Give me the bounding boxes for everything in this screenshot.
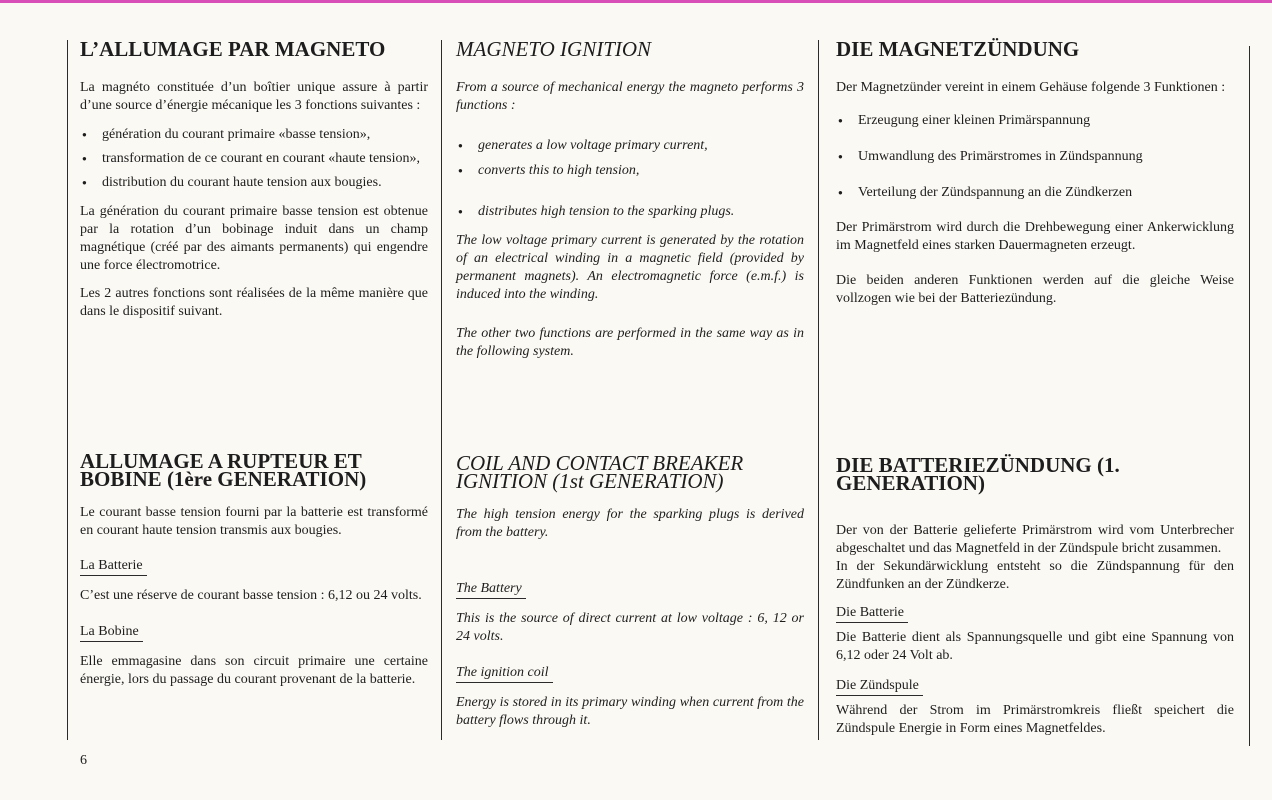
de-magneto-intro: Der Magnetzünder vereint in einem Gehäuse folgende 3 Funktionen : — [836, 80, 1226, 95]
en-coil-section — [456, 451, 804, 730]
list-item: ● Erzeugung einer kleinen Primärspannung — [836, 112, 1234, 130]
en-magneto-p2: The other two functions are performed in the same way as in the following system. — [456, 326, 804, 359]
en-battery-text: This is the source of direct current at low voltage : 6, 12 or 24 volts. — [456, 611, 804, 644]
de-magneto-p1: Der Primärstrom wird durch die Drehbewegung einer Ankerwicklung im Magnetfeld eines starken Dauermagneten erzeugt. — [836, 220, 1234, 253]
list-item: ● Umwandlung des Primärstromes in Zündspannung — [836, 148, 1234, 166]
de-coil-heading: Die Zündspule — [836, 677, 923, 696]
de-coil-text: Während der Strom im Primärstromkreis fließt speichert die Zündspule Energie in Form eines Magnetfeldes. — [836, 703, 1234, 736]
en-magneto-title: MAGNETO IGNITION — [456, 37, 652, 61]
list-item: ● converts this to high tension, — [456, 162, 804, 180]
de-coil-p1b: In der Sekundärwicklung entsteht so die Zündspannung für den Zündfunken an der Zündkerze. — [836, 559, 1234, 592]
de-magneto-title: DIE MAGNETZÜNDUNG — [836, 37, 1080, 61]
list-item: ● distribution du courant haute tension aux bougies. — [80, 174, 428, 192]
en-magneto-p1: The low voltage primary current is generated by the rotation of an electrical winding in a magnetic field (provided by permanent magnets). An electromagnetic force (e.m.f.) is induced into the winding. — [456, 233, 804, 302]
en-coil-text: Energy is stored in its primary winding when current from the battery flows through it. — [456, 695, 804, 728]
fr-coil-text: Elle emmagasine dans son circuit primaire une certaine énergie, lors du passage du courant provenant de la batterie. — [80, 654, 428, 687]
en-coil-title: COIL AND CONTACT BREAKER IGNITION (1st GENERATION) — [456, 451, 744, 493]
de-magneto-bullets — [836, 112, 1234, 202]
de-magneto-p2: Die beiden anderen Funktionen werden auf die gleiche Weise vollzogen wie bei der Batteriezündung. — [836, 273, 1234, 306]
column-rule-right — [1249, 46, 1250, 746]
de-battery-heading: Die Batterie — [836, 604, 908, 623]
fr-magneto-p1: La génération du courant primaire basse tension est obtenue par la rotation d’un bobinage induit dans un champ magnétique (créé par des aimants permanents) qui engendre une force électromotrice. — [80, 204, 428, 273]
en-magneto-bullets — [456, 137, 804, 221]
fr-magneto-title: L’ALLUMAGE PAR MAGNETO — [80, 37, 386, 61]
fr-magneto-intro: La magnéto constituée d’un boîtier unique assure à partir d’une source d’énergie mécanique les 3 fonctions suivantes : — [80, 80, 428, 113]
fr-magneto-section — [80, 37, 428, 321]
column-rule-mid-1 — [441, 40, 442, 740]
fr-coil-section — [80, 449, 428, 689]
page-number: 6 — [80, 753, 87, 768]
en-magneto-section — [456, 37, 804, 361]
list-item: ● transformation de ce courant en courant «haute tension», — [80, 150, 428, 168]
column-rule-left — [67, 40, 68, 740]
fr-magneto-bullets — [80, 126, 428, 192]
en-magneto-intro: From a source of mechanical energy the magneto performs 3 functions : — [456, 80, 804, 113]
en-coil-p1: The high tension energy for the sparking plugs is derived from the battery. — [456, 507, 804, 540]
de-magneto-section — [836, 37, 1234, 308]
list-item: ● Verteilung der Zündspannung an die Zündkerzen — [836, 184, 1234, 202]
list-item: ● generates a low voltage primary current, — [456, 137, 804, 155]
list-item: ● distributes high tension to the sparking plugs. — [456, 203, 804, 221]
column-rule-mid-2 — [818, 40, 819, 740]
en-coil-heading: The ignition coil — [456, 664, 553, 683]
en-battery-heading: The Battery — [456, 580, 526, 599]
page-top-edge — [0, 0, 1272, 3]
de-battery-text: Die Batterie dient als Spannungsquelle und gibt eine Spannung von 6,12 oder 24 Volt ab. — [836, 630, 1234, 663]
fr-coil-heading: La Bobine — [80, 623, 143, 642]
fr-battery-text: C’est une réserve de courant basse tension : 6,12 ou 24 volts. — [80, 588, 422, 603]
fr-magneto-p2: Les 2 autres fonctions sont réalisées de la même manière que dans le dispositif suivant. — [80, 286, 428, 319]
fr-coil-p1: Le courant basse tension fourni par la batterie est transformé en courant haute tension transmis aux bougies. — [80, 505, 428, 538]
fr-battery-heading: La Batterie — [80, 557, 147, 576]
de-coil-p1: Der von der Batterie gelieferte Primärstrom wird vom Unterbrecher abgeschaltet und das Magnetfeld in der Zündspule bricht zusammen. — [836, 523, 1234, 556]
de-coil-title: DIE BATTERIEZÜNDUNG (1. GENERATION) — [836, 453, 1120, 495]
de-coil-section — [836, 453, 1234, 738]
list-item: ● génération du courant primaire «basse tension», — [80, 126, 428, 144]
fr-coil-title: ALLUMAGE A RUPTEUR ET BOBINE (1ère GENERATION) — [80, 449, 367, 491]
